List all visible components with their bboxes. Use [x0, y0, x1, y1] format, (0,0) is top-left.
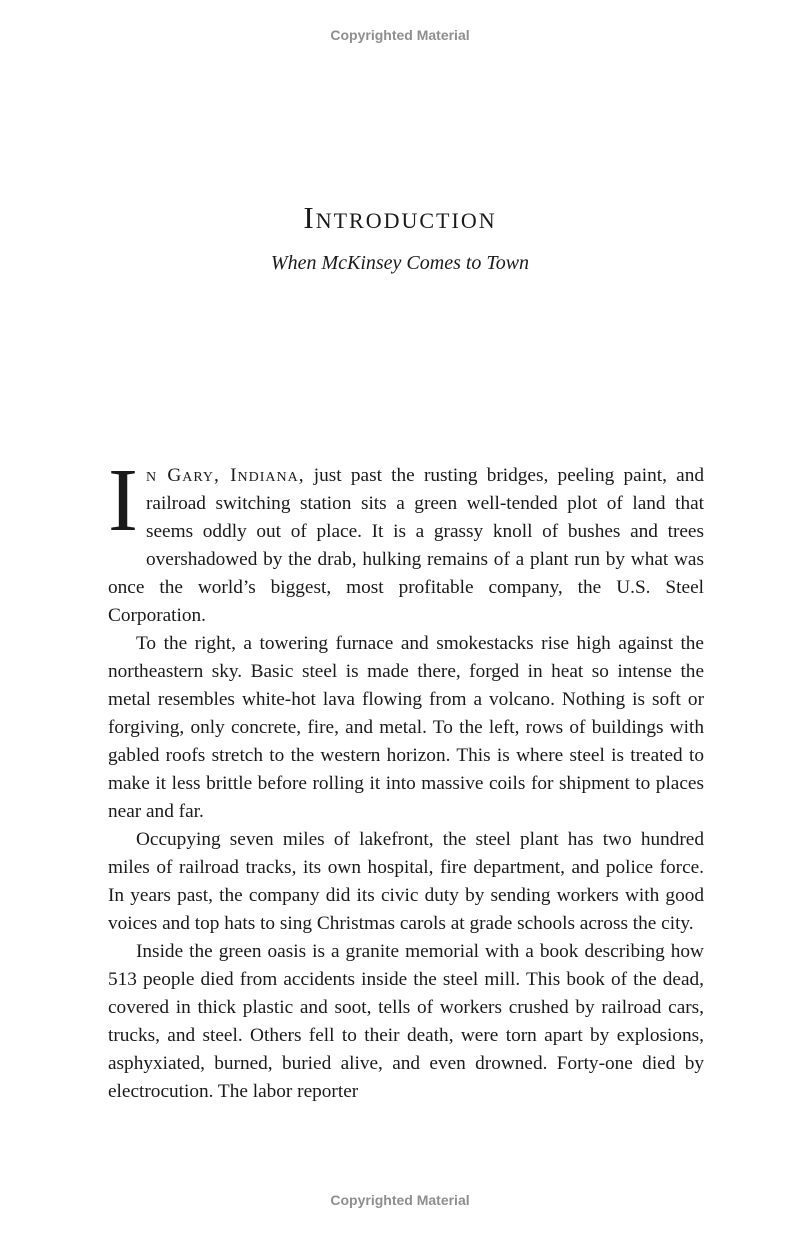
body-text	[108, 451, 704, 1106]
paragraph-2: To the right, a towering furnace and smokestacks rise high against the northeastern sky. Basic steel is made there, forged in heat so intense the metal resembles white-hot lava flowing from a volcano. Nothing is soft or forgiving, only concrete, fire, and metal. To the left, rows of buildings with gabled roofs stretch to the western horizon. This is where steel is treated to make it less brittle before rolling it into massive coils for shipment to places near and far.	[108, 633, 704, 822]
copyright-watermark-bottom: Copyrighted Material	[330, 1192, 470, 1208]
copyright-watermark-top: Copyrighted Material	[330, 27, 470, 43]
paragraph-1-text: just past the rusting bridges, peeling paint, and railroad switching station sits a green well-tended plot of land that seems oddly out of place. It is a grassy knoll of bushes and trees overshadowed by the drab, hulking remains of a plant run by what was once the world’s biggest, most profitable company, the U.S. Steel Corporation.	[108, 465, 704, 626]
lead-in-small-caps: n Gary, Indiana,	[145, 465, 305, 486]
paragraph-3: Occupying seven miles of lakefront, the steel plant has two hundred miles of railroad tracks, its own hospital, fire department, and police force. In years past, the company did its civic duty by sending workers with good voices and top hats to sing Christmas carols at grade schools across the city.	[108, 829, 704, 934]
chapter-title: Introduction	[303, 200, 497, 235]
paragraph-1	[108, 451, 704, 630]
drop-cap: I	[108, 451, 138, 550]
chapter-subtitle: When McKinsey Comes to Town	[270, 252, 530, 274]
paragraph-4: Inside the green oasis is a granite memorial with a book describing how 513 people died from accidents inside the steel mill. This book of the dead, covered in thick plastic and soot, tells of workers crushed by railroad cars, trucks, and steel. Others fell to their death, were torn apart by explosions, asphyxiated, burned, buried alive, and even drowned. Forty-one died by electrocution. The labor reporter	[108, 941, 704, 1102]
